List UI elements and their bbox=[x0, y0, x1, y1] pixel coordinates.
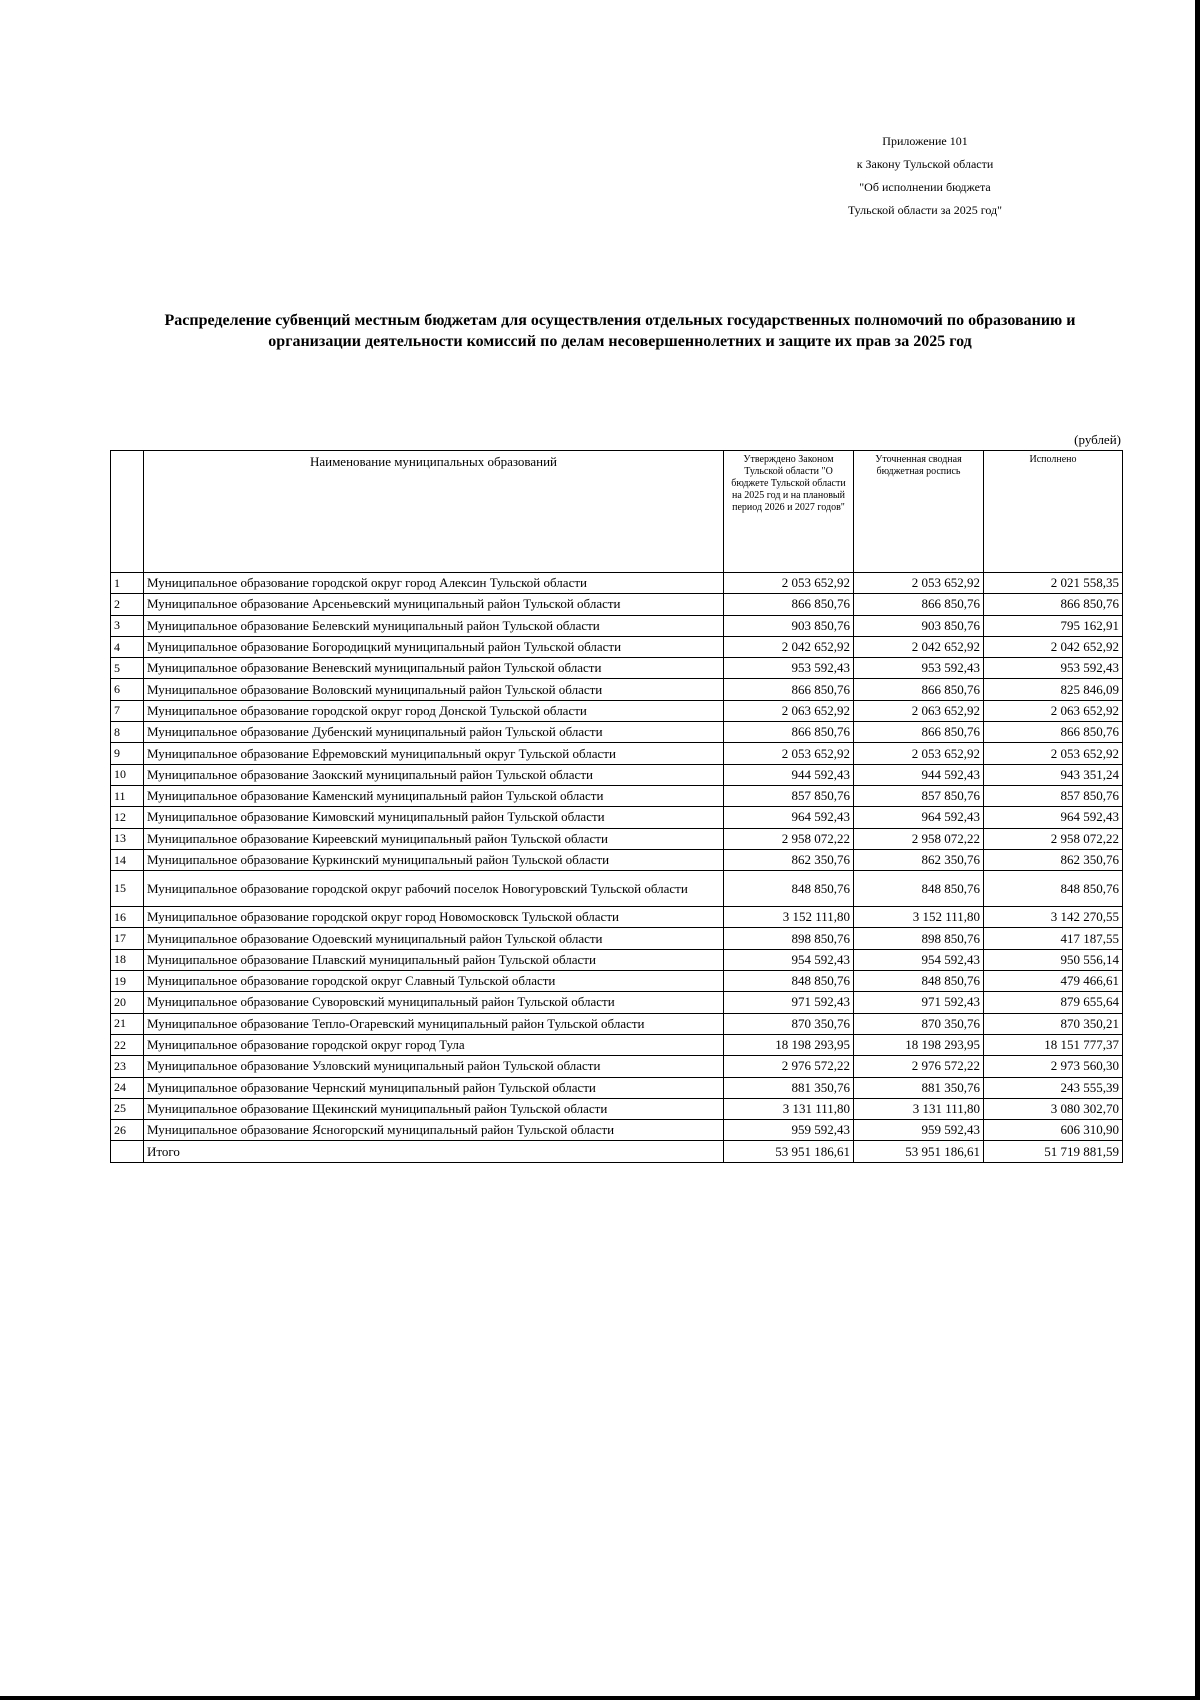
table-row bbox=[111, 871, 1123, 907]
table-row bbox=[111, 785, 1123, 806]
row-number: 22 bbox=[111, 1034, 144, 1055]
row-approved: 2 958 072,22 bbox=[724, 828, 854, 849]
table-row bbox=[111, 1098, 1123, 1119]
row-approved: 18 198 293,95 bbox=[724, 1034, 854, 1055]
row-approved: 848 850,76 bbox=[724, 971, 854, 992]
row-refined: 944 592,43 bbox=[854, 764, 984, 785]
row-number: 1 bbox=[111, 573, 144, 594]
row-approved: 870 350,76 bbox=[724, 1013, 854, 1034]
row-name: Муниципальное образование Веневский муниципальный район Тульской области bbox=[144, 658, 724, 679]
row-name: Муниципальное образование Чернский муниципальный район Тульской области bbox=[144, 1077, 724, 1098]
row-number: 7 bbox=[111, 700, 144, 721]
row-refined: 3 152 111,80 bbox=[854, 907, 984, 928]
row-name: Муниципальное образование Богородицкий муниципальный район Тульской области bbox=[144, 636, 724, 657]
row-name: Муниципальное образование городской округ Славный Тульской области bbox=[144, 971, 724, 992]
row-refined: 2 063 652,92 bbox=[854, 700, 984, 721]
row-approved: 971 592,43 bbox=[724, 992, 854, 1013]
row-name: Муниципальное образование Кимовский муниципальный район Тульской области bbox=[144, 807, 724, 828]
row-executed: 879 655,64 bbox=[984, 992, 1123, 1013]
row-name: Муниципальное образование городской округ город Тула bbox=[144, 1034, 724, 1055]
unit-label: (рублей) bbox=[1074, 432, 1121, 447]
table-row bbox=[111, 594, 1123, 615]
appendix-line-4: Тульской области за 2025 год" bbox=[847, 203, 1003, 217]
row-refined: 866 850,76 bbox=[854, 679, 984, 700]
table-row bbox=[111, 1013, 1123, 1034]
row-refined: 953 592,43 bbox=[854, 658, 984, 679]
table-row bbox=[111, 615, 1123, 636]
subvention-table bbox=[110, 450, 1123, 1163]
table-row bbox=[111, 743, 1123, 764]
row-executed: 2 973 560,30 bbox=[984, 1056, 1123, 1077]
row-approved: 3 131 111,80 bbox=[724, 1098, 854, 1119]
table-row bbox=[111, 828, 1123, 849]
row-approved: 959 592,43 bbox=[724, 1120, 854, 1141]
row-refined: 959 592,43 bbox=[854, 1120, 984, 1141]
row-approved: 848 850,76 bbox=[724, 871, 854, 907]
row-number: 18 bbox=[111, 949, 144, 970]
row-name: Муниципальное образование Ясногорский муниципальный район Тульской области bbox=[144, 1120, 724, 1141]
row-executed: 3 142 270,55 bbox=[984, 907, 1123, 928]
row-number: 13 bbox=[111, 828, 144, 849]
row-refined: 2 958 072,22 bbox=[854, 828, 984, 849]
total-label: Итого bbox=[144, 1141, 724, 1163]
header-approved: Утверждено Законом Тульской области "О бюджете Тульской области на 2025 год и на плановый период 2026 и 2027 годов" bbox=[724, 451, 854, 573]
row-approved: 862 350,76 bbox=[724, 849, 854, 870]
row-number: 14 bbox=[111, 849, 144, 870]
row-approved: 866 850,76 bbox=[724, 679, 854, 700]
table-row bbox=[111, 636, 1123, 657]
row-executed: 964 592,43 bbox=[984, 807, 1123, 828]
row-executed: 795 162,91 bbox=[984, 615, 1123, 636]
appendix-line-1: Приложение 101 bbox=[882, 134, 968, 148]
table-row bbox=[111, 949, 1123, 970]
header-executed: Исполнено bbox=[984, 451, 1123, 573]
row-number: 17 bbox=[111, 928, 144, 949]
row-name: Муниципальное образование Киреевский муниципальный район Тульской области bbox=[144, 828, 724, 849]
row-number: 16 bbox=[111, 907, 144, 928]
row-name: Муниципальное образование Узловский муниципальный район Тульской области bbox=[144, 1056, 724, 1077]
total-refined: 53 951 186,61 bbox=[854, 1141, 984, 1163]
total-number bbox=[111, 1141, 144, 1163]
row-approved: 964 592,43 bbox=[724, 807, 854, 828]
row-executed: 479 466,61 bbox=[984, 971, 1123, 992]
row-executed: 2 042 652,92 bbox=[984, 636, 1123, 657]
table-row bbox=[111, 1034, 1123, 1055]
row-approved: 2 042 652,92 bbox=[724, 636, 854, 657]
row-refined: 2 042 652,92 bbox=[854, 636, 984, 657]
row-refined: 964 592,43 bbox=[854, 807, 984, 828]
row-number: 24 bbox=[111, 1077, 144, 1098]
row-approved: 898 850,76 bbox=[724, 928, 854, 949]
total-executed: 51 719 881,59 bbox=[984, 1141, 1123, 1163]
row-approved: 2 053 652,92 bbox=[724, 743, 854, 764]
table-row bbox=[111, 907, 1123, 928]
row-approved: 903 850,76 bbox=[724, 615, 854, 636]
row-number: 21 bbox=[111, 1013, 144, 1034]
row-executed: 243 555,39 bbox=[984, 1077, 1123, 1098]
table-row bbox=[111, 722, 1123, 743]
row-refined: 971 592,43 bbox=[854, 992, 984, 1013]
row-number: 3 bbox=[111, 615, 144, 636]
row-approved: 2 063 652,92 bbox=[724, 700, 854, 721]
row-refined: 2 976 572,22 bbox=[854, 1056, 984, 1077]
row-refined: 866 850,76 bbox=[854, 594, 984, 615]
row-approved: 944 592,43 bbox=[724, 764, 854, 785]
row-executed: 848 850,76 bbox=[984, 871, 1123, 907]
row-executed: 950 556,14 bbox=[984, 949, 1123, 970]
header-refined: Уточненная сводная бюджетная роспись bbox=[854, 451, 984, 573]
table-row bbox=[111, 764, 1123, 785]
row-name: Муниципальное образование Каменский муниципальный район Тульской области bbox=[144, 785, 724, 806]
row-number: 15 bbox=[111, 871, 144, 907]
row-number: 20 bbox=[111, 992, 144, 1013]
row-name: Муниципальное образование Куркинский муниципальный район Тульской области bbox=[144, 849, 724, 870]
row-approved: 857 850,76 bbox=[724, 785, 854, 806]
row-number: 11 bbox=[111, 785, 144, 806]
table-row bbox=[111, 700, 1123, 721]
table-row bbox=[111, 658, 1123, 679]
document-title-line-1: Распределение субвенций местным бюджетам для осуществления отдельных государственных полномочий по образованию и bbox=[164, 312, 1076, 329]
row-approved: 953 592,43 bbox=[724, 658, 854, 679]
row-refined: 848 850,76 bbox=[854, 971, 984, 992]
document-title-line-2: организации деятельности комиссий по делам несовершеннолетних и защите их прав за 2025 год bbox=[268, 333, 972, 350]
row-number: 19 bbox=[111, 971, 144, 992]
row-executed: 2 063 652,92 bbox=[984, 700, 1123, 721]
row-refined: 903 850,76 bbox=[854, 615, 984, 636]
row-executed: 2 053 652,92 bbox=[984, 743, 1123, 764]
row-refined: 3 131 111,80 bbox=[854, 1098, 984, 1119]
appendix-line-2: к Закону Тульской области bbox=[856, 157, 994, 171]
row-name: Муниципальное образование Заокский муниципальный район Тульской области bbox=[144, 764, 724, 785]
row-refined: 954 592,43 bbox=[854, 949, 984, 970]
row-executed: 825 846,09 bbox=[984, 679, 1123, 700]
row-name: Муниципальное образование Белевский муниципальный район Тульской области bbox=[144, 615, 724, 636]
row-executed: 18 151 777,37 bbox=[984, 1034, 1123, 1055]
row-number: 4 bbox=[111, 636, 144, 657]
row-refined: 881 350,76 bbox=[854, 1077, 984, 1098]
row-name: Муниципальное образование Дубенский муниципальный район Тульской области bbox=[144, 722, 724, 743]
row-number: 8 bbox=[111, 722, 144, 743]
row-executed: 2 958 072,22 bbox=[984, 828, 1123, 849]
row-number: 10 bbox=[111, 764, 144, 785]
row-approved: 954 592,43 bbox=[724, 949, 854, 970]
total-row bbox=[111, 1141, 1123, 1163]
appendix-header bbox=[820, 130, 1030, 222]
row-name: Муниципальное образование городской округ рабочий поселок Новогуровский Тульской области bbox=[144, 871, 724, 907]
row-number: 2 bbox=[111, 594, 144, 615]
row-executed: 857 850,76 bbox=[984, 785, 1123, 806]
row-refined: 866 850,76 bbox=[854, 722, 984, 743]
row-executed: 417 187,55 bbox=[984, 928, 1123, 949]
header-number bbox=[111, 451, 144, 573]
table-row bbox=[111, 1120, 1123, 1141]
row-approved: 881 350,76 bbox=[724, 1077, 854, 1098]
row-refined: 848 850,76 bbox=[854, 871, 984, 907]
scan-edge-right bbox=[1195, 0, 1200, 1700]
scan-edge-bottom bbox=[0, 1696, 1200, 1700]
row-name: Муниципальное образование Суворовский муниципальный район Тульской области bbox=[144, 992, 724, 1013]
row-executed: 943 351,24 bbox=[984, 764, 1123, 785]
row-approved: 2 053 652,92 bbox=[724, 573, 854, 594]
row-executed: 953 592,43 bbox=[984, 658, 1123, 679]
row-number: 23 bbox=[111, 1056, 144, 1077]
row-number: 5 bbox=[111, 658, 144, 679]
row-approved: 866 850,76 bbox=[724, 594, 854, 615]
row-executed: 606 310,90 bbox=[984, 1120, 1123, 1141]
row-executed: 870 350,21 bbox=[984, 1013, 1123, 1034]
row-refined: 857 850,76 bbox=[854, 785, 984, 806]
row-name: Муниципальное образование Ефремовский муниципальный округ Тульской области bbox=[144, 743, 724, 764]
row-number: 12 bbox=[111, 807, 144, 828]
row-refined: 898 850,76 bbox=[854, 928, 984, 949]
row-refined: 2 053 652,92 bbox=[854, 743, 984, 764]
table-row bbox=[111, 679, 1123, 700]
row-name: Муниципальное образование городской округ город Донской Тульской области bbox=[144, 700, 724, 721]
row-refined: 2 053 652,92 bbox=[854, 573, 984, 594]
table-row bbox=[111, 971, 1123, 992]
row-name: Муниципальное образование Арсеньевский муниципальный район Тульской области bbox=[144, 594, 724, 615]
row-name: Муниципальное образование Плавский муниципальный район Тульской области bbox=[144, 949, 724, 970]
document-title bbox=[100, 310, 1140, 352]
header-name: Наименование муниципальных образований bbox=[144, 451, 724, 573]
row-executed: 866 850,76 bbox=[984, 722, 1123, 743]
row-name: Муниципальное образование Воловский муниципальный район Тульской области bbox=[144, 679, 724, 700]
total-approved: 53 951 186,61 bbox=[724, 1141, 854, 1163]
row-name: Муниципальное образование Одоевский муниципальный район Тульской области bbox=[144, 928, 724, 949]
row-executed: 2 021 558,35 bbox=[984, 573, 1123, 594]
row-approved: 866 850,76 bbox=[724, 722, 854, 743]
table-row bbox=[111, 1056, 1123, 1077]
row-name: Муниципальное образование городской округ город Новомосковск Тульской области bbox=[144, 907, 724, 928]
row-refined: 18 198 293,95 bbox=[854, 1034, 984, 1055]
row-number: 25 bbox=[111, 1098, 144, 1119]
row-approved: 3 152 111,80 bbox=[724, 907, 854, 928]
row-number: 6 bbox=[111, 679, 144, 700]
table-row bbox=[111, 1077, 1123, 1098]
row-number: 26 bbox=[111, 1120, 144, 1141]
table-row bbox=[111, 849, 1123, 870]
row-number: 9 bbox=[111, 743, 144, 764]
table-row bbox=[111, 807, 1123, 828]
table-row bbox=[111, 992, 1123, 1013]
row-name: Муниципальное образование Щекинский муниципальный район Тульской области bbox=[144, 1098, 724, 1119]
row-name: Муниципальное образование городской округ город Алексин Тульской области bbox=[144, 573, 724, 594]
table-row bbox=[111, 928, 1123, 949]
row-refined: 862 350,76 bbox=[854, 849, 984, 870]
row-approved: 2 976 572,22 bbox=[724, 1056, 854, 1077]
row-refined: 870 350,76 bbox=[854, 1013, 984, 1034]
row-executed: 3 080 302,70 bbox=[984, 1098, 1123, 1119]
table-header-row bbox=[111, 451, 1123, 573]
row-executed: 866 850,76 bbox=[984, 594, 1123, 615]
table-row bbox=[111, 573, 1123, 594]
row-executed: 862 350,76 bbox=[984, 849, 1123, 870]
row-name: Муниципальное образование Тепло-Огаревский муниципальный район Тульской области bbox=[144, 1013, 724, 1034]
appendix-line-3: "Об исполнении бюджета bbox=[859, 180, 991, 194]
table-body bbox=[111, 573, 1123, 1163]
